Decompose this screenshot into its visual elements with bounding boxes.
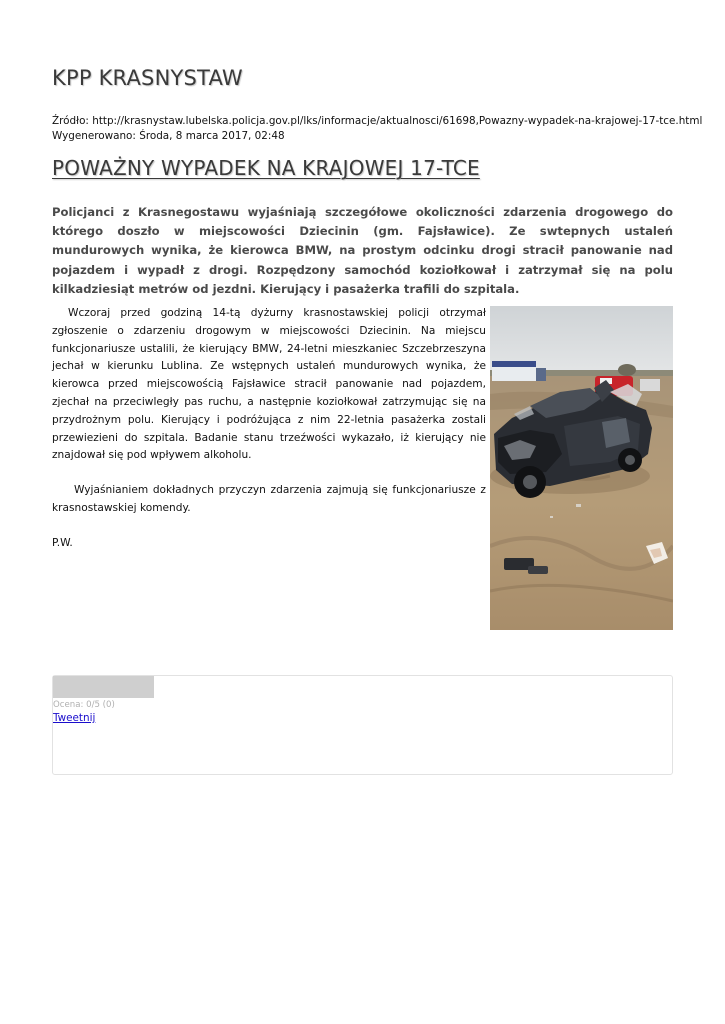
source-url: Źródło: http://krasnystaw.lubelska.policja.gov.pl/lks/informacje/aktualnosci/61698,Powazny-wypadek-na-krajowej-17-tce.html <box>52 115 703 127</box>
rating-label: Ocena: 0/5 (0) <box>53 700 115 710</box>
article-title: POWAŻNY WYPADEK NA KRAJOWEJ 17-TCE <box>52 156 480 180</box>
article-body <box>52 305 486 553</box>
generated-date: Wygenerowano: Środa, 8 marca 2017, 02:48 <box>52 130 285 142</box>
rating-panel <box>52 675 673 775</box>
tweet-link[interactable]: Tweetnij <box>53 712 96 724</box>
site-title: KPP KRASNYSTAW <box>52 66 243 90</box>
article-signature: P.W. <box>52 536 73 549</box>
article-paragraph: Wyjaśnianiem dokładnych przyczyn zdarzenia zajmują się funkcjonariusze z krasnostawskiej komendy. <box>52 484 486 514</box>
article-paragraph: Wczoraj przed godziną 14-tą dyżurny krasnostawskiej policji otrzymał zgłoszenie o zdarzeniu drogowym w miejscowości Dziecinin. Na miejscu funkcjonariusze ustalili, że kierujący BMW, 24-letni mieszkaniec Szczebrzeszyna jechał w kierunku Lublina. Ze wstępnych ustaleń mundurowych wynika, że kierowca przed miejscowością Fajsławice stracił panowanie nad pojazdem, zjechał na przeciwległy pas ruchu, a następnie koziołkował zatrzymując się na przydrożnym polu. Kierujący i podróżująca z nim 22-letnia pasażerka zostali przewiezieni do szpitala. Badanie stanu trzeźwości wykazało, iż kierujący nie znajdował się pod wpływem alkoholu. <box>52 307 486 462</box>
accident-photo <box>490 306 673 630</box>
rating-stars-bar[interactable] <box>53 676 154 698</box>
document-meta <box>52 114 702 144</box>
wrecked-car-image <box>490 306 673 630</box>
article-lead: Policjanci z Krasnegostawu wyjaśniają szczegółowe okoliczności zdarzenia drogowego do którego doszło w miejscowości Dziecinin (gm. Fajsławice). Ze swtepnych ustaleń mundurowych wynika, że kierowca BMW, na prostym odcinku drogi stracił panowanie nad pojazdem i wypadł z drogi. Rozpędzony samochód koziołkował i zatrzymał się na polu kilkadziesiąt metrów od jezdni. Kierujący i pasażerka trafili do szpitala. <box>52 205 673 296</box>
